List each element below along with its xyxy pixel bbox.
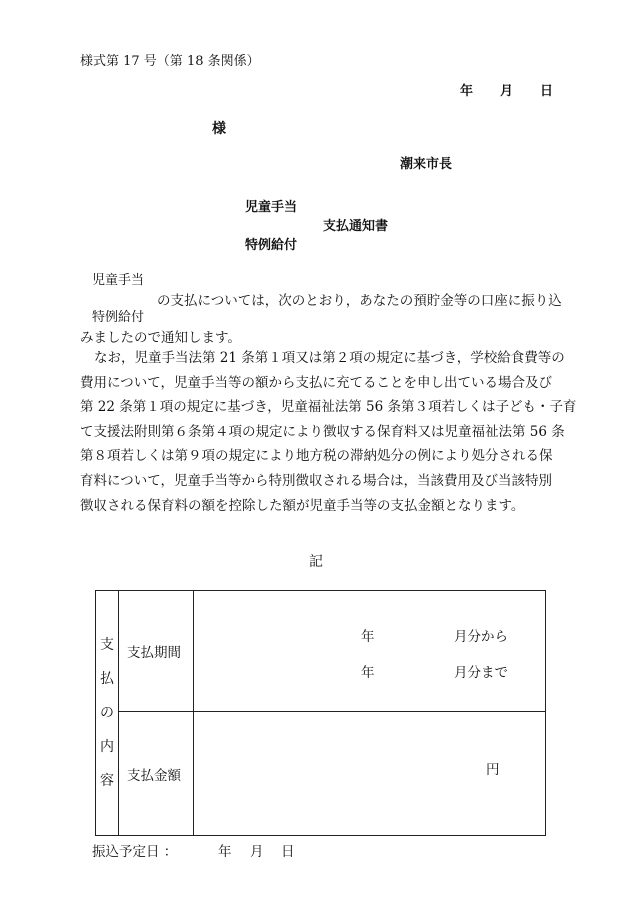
p2-line: て支援法附則第６条第４項の規定により徴収する保育料又は児童福祉法第 56 条: [80, 423, 565, 440]
transfer-year: 年: [218, 844, 232, 860]
p2-line: 第 22 条第１項の規定に基づき，児童福祉法第 56 条第３項若しくは子ども・子育: [80, 399, 577, 416]
side-char: 支: [100, 637, 114, 653]
period-label: 支払期間: [119, 591, 194, 712]
ki-heading: 記: [309, 554, 323, 570]
p2-line: なお，児童手当法第 21 条第１項又は第２項の規定に基づき，学校給食費等の: [94, 350, 565, 366]
p1-text: の支払については，次のとおり，あなたの預貯金等の口座に振り込: [157, 293, 562, 309]
p2-line: 育料について，児童手当等から特別徴収される場合は，当該費用及び当該特別: [80, 472, 552, 489]
side-char: 容: [100, 773, 114, 789]
p1-top: 児童手当: [92, 273, 145, 288]
period-value: [194, 591, 546, 712]
paragraph-2: [80, 346, 577, 518]
p2-line: 徴収される保育料の額を控除した額が児童手当等の支払金額となります。: [80, 497, 525, 514]
date-month: 月: [500, 84, 514, 99]
side-char: 内: [100, 739, 114, 755]
to-year: 年: [361, 665, 375, 681]
transfer-day: 日: [281, 844, 295, 860]
p2-line: 費用について，児童手当等の額から支払に充てることを申し出ている場合及び: [80, 374, 552, 391]
from-year: 年: [361, 629, 375, 645]
amount-value: [194, 712, 546, 836]
title-line-bottom: 特例給付: [245, 238, 298, 253]
form-number: 様式第 17 号（第 18 条関係）: [80, 54, 260, 69]
amount-label: 支払金額: [119, 712, 194, 836]
amount-unit: 円: [486, 762, 500, 778]
side-header: [96, 591, 119, 836]
title-main: 支払通知書: [323, 219, 389, 234]
date-year: 年: [460, 84, 474, 99]
title-line-top: 児童手当: [245, 200, 298, 215]
p2-line: 第８項若しくは第９項の規定により地方税の滞納処分の例により処分される保: [80, 448, 553, 465]
payment-details-table: [95, 590, 546, 836]
addressee-suffix: 様: [212, 121, 226, 137]
transfer-date-label: 振込予定日 ：: [92, 844, 178, 860]
side-char: の: [100, 705, 114, 721]
to-month: 月分まで: [454, 665, 508, 681]
p1-bottom: 特例給付: [92, 310, 145, 325]
p1-continuation: みましたので通知します。: [80, 330, 241, 346]
side-char: 払: [100, 671, 114, 687]
date-day: 日: [540, 84, 554, 99]
transfer-month: 月: [250, 844, 264, 860]
issuer: 潮来市長: [400, 157, 453, 172]
from-month: 月分から: [454, 629, 508, 645]
